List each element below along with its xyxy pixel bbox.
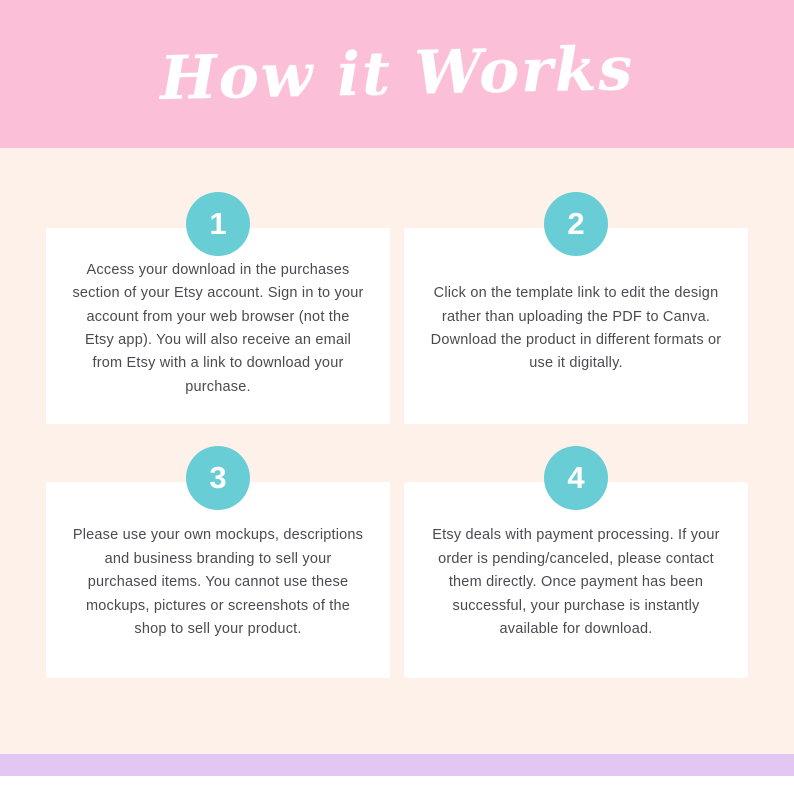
- step-number-badge-3: 3: [186, 446, 250, 510]
- step-text-2: Click on the template link to edit the design rather than uploading the PDF to Canva. Download the product in different formats or use it digitally.: [430, 285, 722, 372]
- footer-white-strip: [0, 776, 794, 794]
- header-banner: [0, 0, 794, 148]
- step-number-badge-1: 1: [186, 192, 250, 256]
- step-card-4: [404, 446, 748, 678]
- step-card-3: [46, 446, 390, 678]
- step-card-body-4: [404, 482, 748, 678]
- steps-grid: [0, 192, 794, 678]
- step-number-badge-4: 4: [544, 446, 608, 510]
- step-card-1: [46, 192, 390, 424]
- step-text-1: Access your download in the purchases section of your Etsy account. Sign in to your account from your web browser (not the Etsy app). You will also receive an email from Etsy with a link to download your purchase.: [72, 261, 364, 395]
- step-card-body-2: [404, 228, 748, 424]
- step-card-2: [404, 192, 748, 424]
- step-text-4: Etsy deals with payment processing. If your order is pending/canceled, please contact them directly. Once payment has been successful, your purchase is instantly available for download.: [432, 527, 720, 638]
- step-card-body-3: [46, 482, 390, 678]
- footer-accent-bar: [0, 754, 794, 776]
- step-card-body-1: [46, 228, 390, 424]
- step-text-3: Please use your own mockups, descriptions and business branding to sell your purchased items. You cannot use these mockups, pictures or screenshots of the shop to sell your product.: [72, 527, 364, 638]
- step-number-badge-2: 2: [544, 192, 608, 256]
- page-title: How it Works: [159, 34, 635, 114]
